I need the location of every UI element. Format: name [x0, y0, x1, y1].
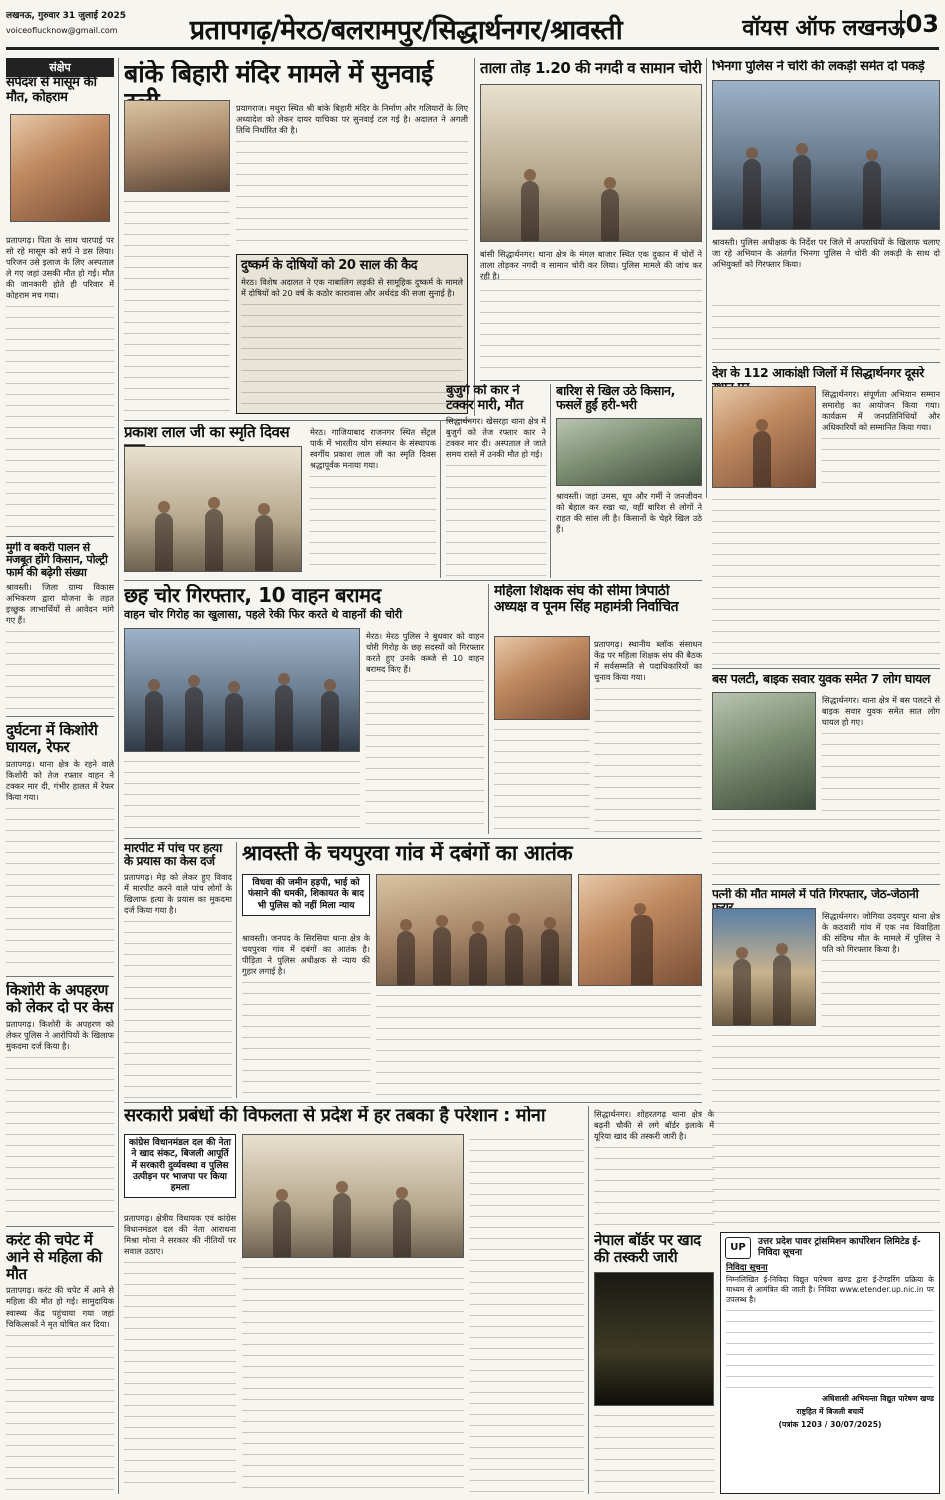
article-text-lines [366, 677, 484, 828]
notice-subheading: निविदा सूचना [726, 1262, 768, 1273]
article-text-lines [594, 685, 702, 832]
headline: पत्नी की मौत मामले में पति गिरफ्तार, जेठ-जेठानी [712, 888, 919, 901]
person-figure [773, 955, 791, 1025]
person-figure [521, 181, 539, 241]
story-nepal-border [594, 1232, 714, 1494]
arrest-photo [712, 908, 816, 1026]
person-figure [433, 927, 451, 985]
person-figure [505, 925, 523, 985]
lead-text [236, 100, 468, 250]
person-figure [863, 161, 881, 229]
article-text-lines [6, 805, 114, 972]
article-text-lines [712, 302, 940, 358]
brief-label: संक्षेप [6, 58, 114, 77]
divider [124, 580, 702, 581]
article-body: मेरठ। गाजियाबाद राजनगर स्थित सेंट्रल पार्क में भारतीय योग संस्थान के संस्थापक स्वर्गीय प्रकाश लाल जी का स्मृति दिवस श्रद्धापूर्वक मनाया गया। [310, 427, 436, 471]
article-body: मेरठ। मेरठ पुलिस ने बुधवार को वाहन चोरी गिरोह के छह सदस्यों को गिरफ्तार करते हुए उनके कब्जे से 10 वाहन बरामद किए हैं। [366, 631, 484, 675]
notice-slogan: राष्ट्रहित में बिजली बचायें [796, 1407, 864, 1417]
article-text-lines [124, 1259, 236, 1492]
headline: भिनगा पुलिस ने चोरी की लकड़ी समेत दो पकड़े [712, 60, 925, 74]
article-text-lines [446, 462, 546, 578]
column-rule [706, 58, 707, 498]
article-text-lines [310, 473, 436, 574]
notice-reference: (पत्रांक 1203 / 30/07/2025) [778, 1419, 882, 1429]
story-kidnap [6, 982, 114, 1222]
article-body: प्रतापगढ़। मेड़ को लेकर हुए विवाद में मारपीट करने वाले पांच लोगों के खिलाफ हत्या के प्रयास का मुकदमा दर्ज किया गया है। [124, 871, 232, 916]
child-photo [10, 114, 110, 222]
headline: करंट की चपेट में आने से महिला की मौत [6, 1232, 102, 1283]
headline: श्रावस्ती के चयपुरवा गांव में दबंगों का आतंक [242, 842, 573, 865]
column-rule [118, 58, 119, 1494]
bus-photo [712, 692, 816, 810]
person-figure [333, 1193, 351, 1257]
thieves-photo [124, 628, 360, 752]
person-figure [145, 691, 163, 751]
headline: दुर्घटना में किशोरी घायल, रेफर [6, 722, 98, 756]
person-figure [793, 155, 811, 229]
person-figure [273, 1201, 291, 1257]
newspaper-brand: वॉयस ऑफ लखनऊ [742, 16, 905, 41]
story-bus-overturn [712, 672, 940, 882]
headline: नेपाल बॉर्डर पर खाद की तस्करी जारी [594, 1232, 701, 1266]
article-text-lines [822, 435, 940, 490]
headline: बस पलटी, बाइक सवार युवक समेत 7 लोग घायल [712, 672, 930, 686]
person-figure [743, 159, 761, 229]
police-photo [712, 80, 940, 230]
notice-body: निम्नलिखित ई-निविदा विद्युत पारेषण खण्ड द्वारा ई-टेण्डरिंग प्रक्रिया के माध्यम से आमंत्रित की जाती है। निविदा www.etender.up.nic.in पर उपलब्ध है। [726, 1274, 934, 1304]
person-figure [631, 915, 653, 985]
divider [124, 838, 702, 839]
story-snakebite-body [6, 232, 114, 532]
divider [6, 976, 114, 977]
lead-text-2 [124, 196, 230, 414]
article-body: प्रयागराज। मथुरा स्थित श्री बांके बिहारी मंदिर के निर्माण और गलियारों के लिए अध्यादेश को लेकर दायर याचिका पर सुनवाई टल गई है। अदालत ने अगली तिथि निर्धारित की है। [236, 103, 468, 136]
article-text-lines [594, 1412, 714, 1494]
villagers-photo [376, 874, 572, 986]
article-text-lines [241, 301, 463, 414]
night-photo [594, 1272, 714, 1406]
story-electrocution [6, 1232, 114, 1494]
person-figure [397, 931, 415, 985]
divider [6, 716, 114, 717]
story-poultry [6, 542, 114, 712]
article-text-lines [236, 138, 468, 250]
divider [712, 668, 940, 669]
article-body: श्रावस्ती। जिला ग्राम्य विकास अभिकरण द्वारा योजना के तहत इच्छुक लाभार्थियों से आवेदन मांगे गए हैं। [6, 581, 114, 626]
memorial-text [310, 424, 436, 574]
divider [124, 420, 470, 421]
article-body: मेरठ। विशेष अदालत ने एक नाबालिग लड़की से सामूहिक दुष्कर्म के मामले में दोषियों को 20 वर्ष के कठोर कारावास और अर्थदंड की सजा सुनाई है। [241, 276, 463, 298]
person-figure [393, 1199, 411, 1257]
corporation-logo: UP [725, 1237, 751, 1259]
story-wife-death [712, 888, 940, 1228]
story-rain-farmers [556, 384, 702, 578]
person-figure [601, 189, 619, 241]
temple-photo [124, 100, 230, 192]
headline: सर्पदंश से मासूम की मौत, कोहराम [6, 76, 97, 105]
headline: बुजुर्ग को कार ने टक्कर मारी, मौत [446, 384, 523, 413]
memorial-photo [124, 446, 302, 572]
person-figure [225, 693, 243, 751]
murder-text [822, 908, 940, 1028]
person-figure [321, 691, 339, 751]
page-number: 03 [900, 10, 939, 38]
article-body: सिद्धार्थनगर। संपूर्णता अभियान सम्मान समारोह का आयोजन किया गया। कार्यक्रम में जनप्रतिनिधियों और अधिकारियों को सम्मानित किया गया। [822, 389, 940, 433]
headline: मुर्गी व बकरी पालन से मजबूत होंगे किसान, पोल्ट्री फार्म की बढ़ेगी संख्या [6, 542, 108, 579]
story-aspirational-district [712, 366, 940, 666]
story-banke-bihari [124, 60, 470, 418]
article-body: सिद्धार्थनगर। शोहरतगढ़ थाना क्षेत्र के बढ़नी चौकी से लगे बॉर्डर इलाके में यूरिया खाद की तस्करी जारी है। [594, 1109, 714, 1142]
article-body: प्रतापगढ़। करंट की चपेट में आने से महिला की मौत हो गई। सामुदायिक स्वास्थ्य केंद्र पहुंचाया गया जहां चिकित्सकों ने मृत घोषित कर दिया। [6, 1285, 114, 1329]
article-text-lines [6, 1054, 114, 1222]
story-brawl [124, 842, 232, 1098]
article-text-lines [822, 957, 940, 1028]
notice-heading: उत्तर प्रदेश पावर ट्रांसमिशन कार्पोरेशन लिमिटेड ई-निविदा सूचना [758, 1237, 921, 1259]
article-text-lines [124, 758, 360, 834]
article-body: प्रतापगढ़। स्थानीय ब्लॉक संसाधन केंद्र पर महिला शिक्षक संघ की बैठक में सर्वसम्मति से पदाधिकारियों का चुनाव किया गया। [594, 639, 702, 683]
article-body: श्रावस्ती। पुलिस अधीक्षक के निर्देश पर जिले में अपराधियों के खिलाफ चलाए जा रहे अभियान के अंतर्गत भिनगा पुलिस ने चोरी की लकड़ी के साथ दो अभियुक्तों को गिरफ्तार किया। [712, 237, 940, 270]
divider [480, 380, 702, 381]
thieves-text [366, 628, 484, 828]
article-body: सिद्धार्थनगर। थाना क्षेत्र में बस पलटने से बाइक सवार युवक समेत सात लोग घायल हो गए। [822, 695, 940, 728]
teachers-text [594, 636, 702, 832]
headline: प्रकाश लाल जी का स्मृति दिवस [124, 424, 290, 441]
article-text-lines [376, 992, 702, 1098]
article-text-lines [242, 1264, 464, 1494]
article-body: श्रावस्ती। जनपद के सिरसिया थाना क्षेत्र के चयपुरवा गांव में दबंगों का आतंक है। पीड़िता ने पुलिस अधीक्षक से न्याय की गुहार लगाई है। [242, 933, 370, 977]
person-figure [733, 959, 751, 1025]
bhinga-cont [712, 300, 940, 358]
headline: महिला शिक्षक संघ की सीमा त्रिपाठी अध्यक्ष व पूनम सिंह महामंत्री निर्वाचित [494, 584, 679, 615]
ceremony-photo [712, 386, 816, 488]
column-rule [488, 584, 489, 834]
story-elderly-accident [446, 384, 546, 578]
press-meet-photo [242, 1134, 464, 1258]
article-text-lines [124, 198, 230, 414]
person-figure [155, 513, 173, 571]
story-govt-failure [124, 1106, 584, 1494]
story-teachers-union [494, 584, 702, 834]
person-figure [541, 929, 559, 985]
column-rule [440, 420, 441, 578]
divider [124, 1102, 702, 1103]
article-text-lines [124, 918, 232, 1098]
article-body: प्रतापगढ़। क्षेत्रीय विधायक एवं कांग्रेस विधानमंडल दल की नेता आराधना मिश्रा मोना ने सरकार की नीतियों पर सवाल उठाए। [124, 1213, 236, 1257]
article-body: प्रतापगढ़। पिता के साथ चारपाई पर सो रहे मासूम को सर्प ने डस लिया। परिजन उसे इलाज के लिए अस्पताल ले गए जहां उसकी मौत हो गई। मौत की जानकारी होते ही परिवार में कोहराम मच गया। [6, 235, 114, 301]
teachers-photo [494, 636, 590, 720]
article-text-lines [470, 1136, 584, 1494]
column-rule [474, 58, 475, 416]
tender-notice [720, 1232, 940, 1494]
date-line: लखनऊ, गुरुवार 31 जुलाई 2025 [6, 11, 127, 21]
govt-text [124, 1210, 236, 1492]
subheadline: वाहन चोर गिरोह का खुलासा, पहले रेकी फिर करते थे वाहनों की चोरी [124, 608, 403, 622]
notice-text-lines [726, 1307, 934, 1391]
notice-signature: अधिशासी अभियन्ता विद्युत पारेषण खण्ड [822, 1394, 934, 1404]
victim-photo [578, 874, 702, 986]
lead-headline: बांके बिहारी मंदिर मामले में सुनवाई [124, 60, 433, 88]
person-figure [469, 933, 487, 985]
column-rule [588, 1106, 589, 1494]
person-figure [275, 685, 293, 751]
article-text-lines [6, 628, 114, 712]
box-rape-verdict [236, 254, 468, 414]
bus-text [822, 692, 940, 812]
article-text-lines [480, 276, 702, 376]
shop-photo [480, 84, 702, 242]
brief-column [6, 58, 114, 1494]
person-figure [205, 509, 223, 571]
article-body: सिद्धार्थनगर। खेसरहा थाना क्षेत्र में बुजुर्ग को तेज रफ्तार कार ने टक्कर मार दी। अस्पताल ले जाते समय रास्ते में उनकी मौत हो गई। [446, 416, 546, 460]
article-text-lines [712, 1032, 940, 1228]
article-text-lines [712, 496, 940, 666]
story-bhinga-police [712, 60, 940, 300]
article-body: बांसी सिद्धार्थनगर। थाना क्षेत्र के मंगल बाजार स्थित एक दुकान में चोरों ने ताला तोड़कर नगदी व सामान चोरी कर लिया। पुलिस मामले की जांच कर रही है। [480, 249, 702, 282]
headline: छह चोर गिरफ्तार, 10 वाहन बरामद [124, 584, 381, 607]
divider [6, 1226, 114, 1227]
article-body: प्रतापगढ़। थाना क्षेत्र के रहने वाले किशोरी को तेज रफ्तार वाहन ने टक्कर मार दी, गंभीर हालत में रेफर किया गया। [6, 758, 114, 802]
story-vehicle-thieves [124, 584, 484, 834]
masthead [6, 6, 939, 50]
headline: देश के 112 आकांक्षी जिलों में सिद्धार्थनगर दूसरे [712, 366, 924, 380]
divider [712, 362, 940, 363]
district-text [822, 386, 940, 490]
headline: ताला तोड़ 1.20 की नगदी व सामान चोरी [480, 60, 702, 77]
person-figure [753, 431, 771, 487]
terror-text [242, 930, 370, 1096]
article-text-lines [822, 730, 940, 812]
headline: बारिश से खिल उठे किसान, फसलें हुईं हरी-भरी [556, 384, 675, 412]
article-text-lines [242, 979, 370, 1096]
article-text-lines [6, 303, 114, 532]
story-injured-girl [6, 722, 114, 972]
article-text-lines [712, 816, 940, 882]
article-body: श्रावस्ती। जहां उमस, धूप और गर्मी ने जनजीवन को बेहाल कर रखा था, वहीं बारिश से लोगों ने राहत की सांस ली है। किसानों के चेहरे खिल उठे हैं। [556, 491, 702, 535]
email-address: voiceoflucknow@gmail.com [6, 26, 118, 35]
kicker-box: कांग्रेस विधानमंडल दल की नेता ने खाद संकट, बिजली आपूर्ति में सरकारी दुर्व्यवस्था व पुलिस उत्पीड़न पर भाजपा पर किया हमला [124, 1134, 236, 1198]
story-chaypurwa-terror [242, 842, 702, 1098]
headline: दुष्कर्म के दोषियों को 20 साल की कैद [241, 258, 418, 273]
divider [6, 536, 114, 537]
article-text-lines [6, 1332, 114, 1494]
column-rule [236, 842, 237, 1098]
nepal-text [594, 1106, 714, 1228]
headline: मारपीट में पांच पर हत्या के प्रयास का केस दर्ज [124, 842, 222, 869]
story-lock-theft [480, 60, 702, 376]
story-memorial [124, 424, 304, 574]
kicker-box: विधवा की जमीन हड़पी, भाई को फंसाने की धमकी, शिकायत के बाद भी पुलिस को नहीं मिला न्याय [242, 874, 370, 916]
headline: किशोरी के अपहरण को लेकर दो पर केस [6, 982, 114, 1016]
person-figure [185, 687, 203, 751]
edition-places: प्रतापगढ़/मेरठ/बलरामपुर/सिद्धार्थनगर/श्रावस्ती [189, 15, 623, 46]
farmers-photo [556, 418, 702, 486]
person-figure [255, 515, 273, 571]
headline: सरकारी प्रबंधों की विफलता से प्रदेश में हर तबका है परेशान : मोना [124, 1106, 546, 1126]
article-body: सिद्धार्थनगर। जोगिया उदयपुर थाना क्षेत्र के कठवारी गांव में एक नव विवाहिता की संदिग्ध मौत के मामले में पुलिस ने पति को गिरफ्तार किया है। [822, 911, 940, 955]
column-rule [550, 384, 551, 578]
article-text-lines [494, 726, 590, 834]
story-snakebite [6, 76, 114, 228]
divider [712, 884, 940, 885]
article-body: प्रतापगढ़। किशोरी के अपहरण को लेकर पुलिस ने आरोपियों के खिलाफ मुकदमा दर्ज किया है। [6, 1018, 114, 1051]
article-text-lines [594, 1144, 714, 1228]
